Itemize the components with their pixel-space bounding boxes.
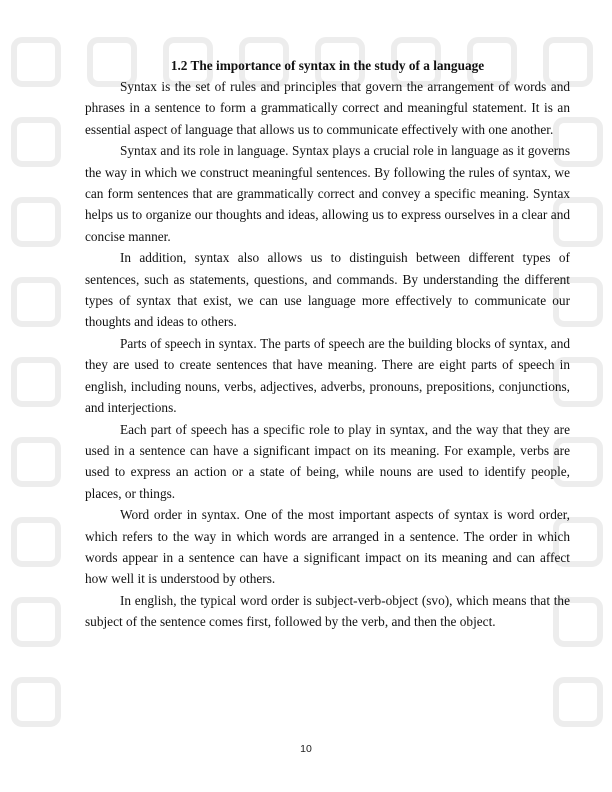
paragraph-5: Each part of speech has a specific role to play in syntax, and the way that they are used in a sentence can have a significant impact on its meaning. For example, verbs are used to express an action or a state of being, while nouns are used to identify people, places, or things.: [85, 421, 570, 501]
paragraph-1: Syntax is the set of rules and principles that govern the arrangement of words and phrases in a sentence to form a grammatically correct and meaningful statement. It is an essential aspect of language that allows us to communicate effectively with one another.: [85, 79, 570, 137]
paragraph-3: In addition, syntax also allows us to distinguish between different types of sentences, such as statements, questions, and commands. By understanding the different types of syntax that exist, we can use language more effectively to communicate our thoughts and ideas to others.: [85, 250, 570, 330]
paragraph-2: Syntax and its role in language. Syntax plays a crucial role in language as it governs the way in which we construct meaningful sentences. By following the rules of syntax, we can form sentences that are grammatically correct and convey a specific meaning. Syntax helps us to organize our thoughts and ideas, allowing us to express ourselves in a clear and concise manner.: [85, 143, 570, 244]
page-number: 10: [300, 743, 312, 755]
paragraph-6: Word order in syntax. One of the most important aspects of syntax is word order, which refers to the way in which words are arranged in a sentence. The order in which words appear in a sentence can have a significant impact on its meaning and can affect how well it is understood by others.: [85, 507, 570, 587]
section-heading: 1.2 The importance of syntax in the study of a language: [170, 58, 485, 73]
document-page: [85, 56, 570, 633]
paragraph-7: In english, the typical word order is subject-verb-object (svo), which means that the subject of the sentence comes first, followed by the verb, and then the object.: [85, 592, 570, 630]
paragraph-4: Parts of speech in syntax. The parts of speech are the building blocks of syntax, and they are used to create sentences that have meaning. There are eight parts of speech in english, including nouns, verbs, adjectives, adverbs, pronouns, prepositions, conjunctions, and interjections.: [85, 335, 570, 416]
